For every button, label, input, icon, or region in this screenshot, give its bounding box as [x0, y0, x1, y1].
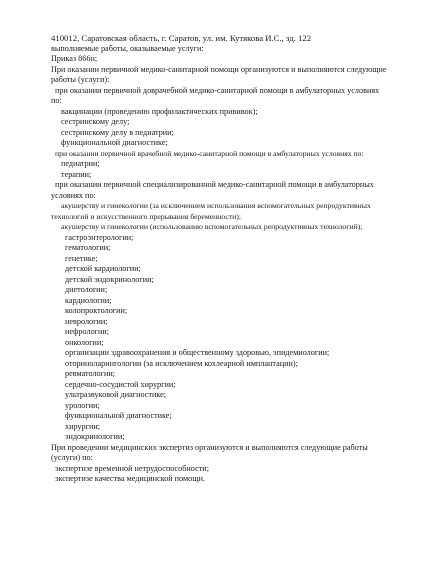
service-item: педиатрии; [61, 159, 100, 168]
primary-care-intro-line: работы (услуги): [51, 75, 110, 84]
service-item: акушерству и гинекологии (использованию вспомогательных репродуктивных технологий); [61, 222, 363, 231]
service-item-continuation: технологий и искусственного прерывания беременности); [51, 211, 241, 221]
order-reference: Приказ 866н; [51, 54, 98, 63]
expertise-intro-line: При проведении медицинских экспертиз организуются и выполняются следующие работы [51, 442, 368, 452]
service-item: организации здравоохранения и общественному здоровью, эпидемиологии; [65, 348, 330, 357]
works-heading: выполняемые работы, оказываемые услуги: [51, 43, 204, 53]
service-item: колопроктологии; [65, 306, 128, 315]
prehospital-heading-line: при оказании первичной доврачебной медико-санитарной помощи в амбулаторных условиях [55, 85, 380, 95]
physician-heading: при оказании первичной врачебной медико-санитарной помощи в амбулаторных условиях по: [55, 148, 364, 158]
service-item: акушерству и гинекологии (за исключением использования вспомогательных репродуктивных [61, 201, 371, 210]
service-item: эндокринологии; [65, 432, 125, 441]
primary-care-intro-line: При оказании первичной медико-санитарной помощи организуются и выполняются следующие [51, 64, 387, 74]
specialized-heading-line: условиях по: [51, 190, 96, 200]
service-item: терапии; [61, 169, 92, 179]
service-item: гематологии; [65, 243, 111, 252]
service-item: вакцинации (проведению профилактических прививок); [61, 106, 258, 116]
service-item: нефрологии; [65, 327, 110, 336]
service-item: онкологии; [65, 337, 104, 347]
address-line: 410012, Саратовская область, г. Саратов, ул. им. Кутякова И.С., зд. 122 [51, 33, 312, 43]
expertise-intro-line: (услуги) по: [51, 453, 93, 462]
specialized-heading-line: при оказании первичной специализированной медико-санитарной помощи в амбулаторных [55, 180, 374, 189]
service-item: сердечно-сосудистой хирургии; [65, 379, 176, 389]
service-item: детской эндокринологии; [65, 274, 154, 284]
service-item: функциональной диагностике; [61, 138, 168, 147]
service-item: кардиологии; [65, 295, 112, 305]
service-item: экспертизе качества медицинской помощи. [55, 474, 206, 483]
service-item: неврологии; [65, 316, 108, 326]
service-item: урологии; [65, 400, 100, 410]
service-item: ревматологии; [65, 369, 116, 378]
service-item: оториноларингологии (за исключением кохлеарной имплантации); [65, 358, 298, 368]
service-item: сестринскому делу; [61, 117, 130, 126]
service-item: гастроэнтерологии; [65, 232, 134, 242]
service-item: экспертизе временной нетрудоспособности; [55, 463, 209, 473]
service-item: сестринскому делу в педиатрии; [61, 127, 174, 137]
service-item: функциональной диагностике; [65, 411, 172, 420]
license-text [51, 33, 423, 485]
service-item: генетике; [65, 253, 98, 263]
service-item: детской кардиологии; [65, 264, 141, 273]
service-item: диетологии; [65, 285, 108, 294]
service-item: ультразвуковой диагностике; [65, 390, 167, 399]
prehospital-heading-line: по: [51, 96, 62, 105]
service-item: хирургии; [65, 421, 101, 431]
